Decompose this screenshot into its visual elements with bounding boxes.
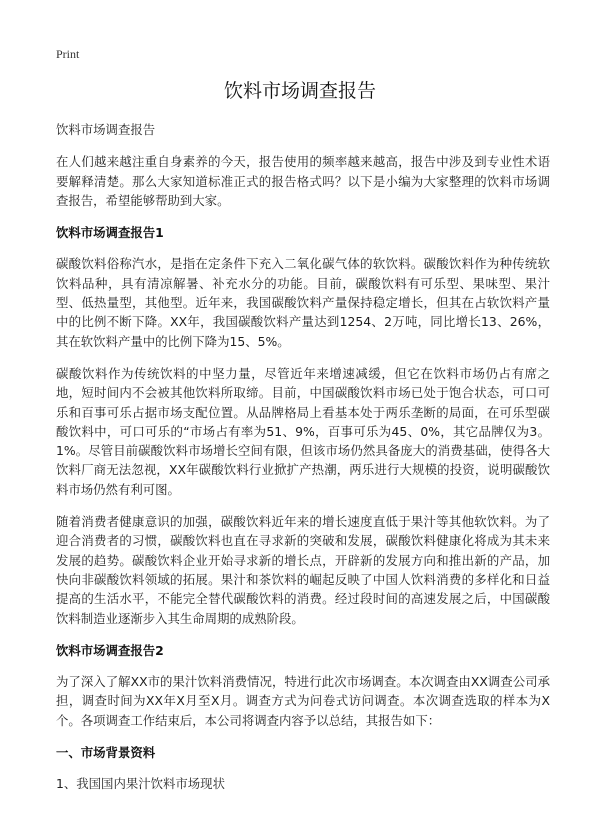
intro-paragraph: 在人们越来越注重自身素养的今天，报告使用的频率越来越高，报告中涉及到专业性术语要解释清楚。那么大家知道标准正式的报告格式吗？以下是小编为大家整理的饮料市场调查报告，希望能够帮助到大家。: [56, 154, 550, 208]
list-item: 1、我国国内果汁饮料市场现状: [56, 776, 225, 792]
document-subtitle: 饮料市场调查报告: [56, 122, 156, 137]
subsection-heading-market-background: 一、市场背景资料: [56, 745, 156, 761]
document-title: 饮料市场调查报告: [223, 80, 376, 102]
section-heading-1: 饮料市场调查报告1: [56, 225, 164, 241]
section1-paragraph-2: 碳酸饮料作为传统饮料的中坚力量，尽管近年来增速减缓，但它在饮料市场仍占有席之地，短时间内不会被其他饮料所取缔。目前，中国碳酸饮料市场已处于饱合状态，可口可乐和百事可乐占据市场支配位置。从品牌格局上看基本处于两乐垄断的局面，在可乐型碳酸饮料中，可口可乐的“市场占有率为51、9%，百事可乐为45、0%，其它品牌仅为3。1%。尽管目前碳酸饮料市场增长空间有限，但该市场仍然具备庞大的消费基础，使得各大饮料厂商无法忽视，XX年碳酸饮料行业掀扩产热潮，两乐进行大规模的投资，说明碳酸饮料市场仍然有利可图。: [56, 365, 550, 497]
document-body: [56, 120, 550, 794]
section1-paragraph-3: 随着消费者健康意识的加强，碳酸饮料近年来的增长速度直低于果汁等其他软饮料。为了迎合消费者的习惯，碳酸饮料也直在寻求新的突破和发展，碳酸饮料健康化将成为其未来发展的趋势。碳酸饮料企业开始寻求新的增长点，开辟新的发展方向和推出新的产品，加快向非碳酸饮料领域的拓展。果汁和茶饮料的崛起反映了中国人饮料消费的多样化和日益提高的生活水平，不能完全替代碳酸饮料的消费。经过段时间的高速发展之后，中国碳酸饮料制造业逐渐步入其生命周期的成熟阶段。: [56, 514, 550, 626]
section2-paragraph-1: 为了深入了解XX市的果汁饮料消费情况，特进行此次市场调查。本次调查由XX调查公司承担，调查时间为XX年X月至X月。调查方式为问卷式访问调查。本次调查选取的样本为X个。各项调查工作结束后，本公司将调查内容予以总结，其报告如下：: [56, 674, 550, 728]
section-heading-2: 饮料市场调查报告2: [56, 642, 164, 658]
print-label: Print: [56, 47, 80, 61]
section1-paragraph-1: 碳酸饮料俗称汽水，是指在定条件下充入二氧化碳气体的软饮料。碳酸饮料作为种传统软饮料品种，具有清凉解暑、补充水分的功能。目前，碳酸饮料有可乐型、果味型、果汁型、低热量型，其他型。近年来，我国碳酸饮料产量保持稳定增长，但其在占软饮料产量中的比例不断下降。XX年，我国碳酸饮料产量达到1254、2万吨，同比增长13、26%，其在软饮料产量中的比例下降为15、5%。: [56, 256, 550, 349]
